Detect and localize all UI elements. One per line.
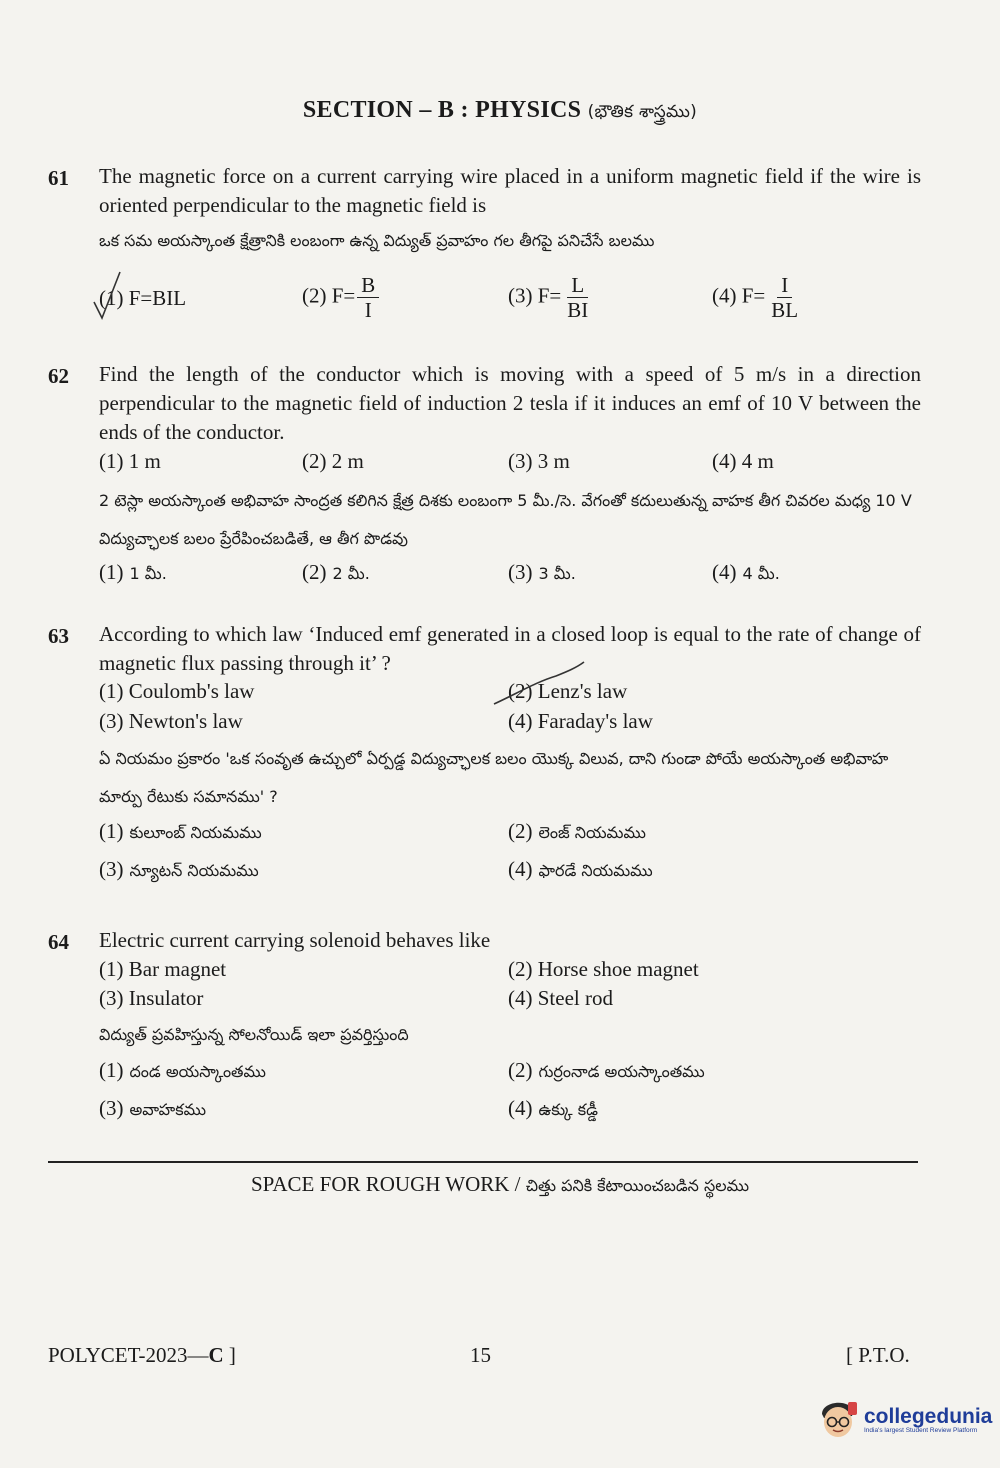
brand-name: collegedunia	[864, 1404, 993, 1428]
option-text: Coulomb's law	[128, 679, 255, 703]
option-text: 1 మీ.	[129, 564, 167, 583]
question-63-option-4-te[interactable]	[508, 857, 653, 884]
option-formula-prefix: F=	[741, 283, 766, 308]
rough-work-en: SPACE FOR ROUGH WORK /	[250, 1172, 521, 1196]
option-label: (4)	[508, 857, 533, 881]
option-text: Horse shoe magnet	[537, 957, 699, 981]
question-63-text: According to which law ‘Induced emf generated in a closed loop is equal to the rate of change of magnetic flux passing through it’ ?	[99, 622, 921, 675]
question-62-text: Find the length of the conductor which is moving with a speed of 5 m/s in a direction perpendicular to the magnetic field of induction 2 tesla if it induces an emf of 10 V between the ends of the conductor.	[99, 362, 921, 444]
question-64-number: 64	[48, 930, 69, 954]
section-title-te: (భౌతిక శాస్త్రము)	[587, 102, 698, 122]
question-62-text-te: 2 టెస్లా అయస్కాంత అభివాహ సాంద్రత కలిగిన క్షేత్ర దిశకు లంబంగా 5 మీ./సె. వేగంతో కదులుతున్న వాహక తీగ చివరల మధ్య 10 V విద్యుచ్ఛాలక బలం ప్రేరేపించబడితే, ఆ తీగ పొడవు	[99, 491, 912, 548]
option-formula-prefix: F=	[331, 283, 356, 308]
option-label: (2)	[508, 679, 533, 703]
option-formula-prefix: F=	[537, 283, 562, 308]
option-text: 4 m	[741, 449, 774, 473]
question-64-option-2[interactable]	[508, 957, 699, 982]
option-text: Insulator	[128, 986, 204, 1010]
option-text: Newton's law	[128, 709, 243, 733]
option-label: (1)	[99, 286, 124, 310]
question-63-option-1-te[interactable]	[99, 819, 262, 846]
question-63-text-te: ఏ నియమం ప్రకారం 'ఒక సంవృత ఉచ్చులో ఏర్పడ్డ విద్యుచ్ఛాలక బలం యొక్క విలువ, దాని గుండా పోయే అయస్కాంత అభివాహ మార్పు రేటుకు సమానము' ?	[99, 749, 889, 806]
question-63-option-4[interactable]	[508, 709, 653, 734]
page-number: 15	[470, 1343, 491, 1367]
question-62-option-3-te[interactable]	[508, 560, 576, 587]
option-label: (1)	[99, 1058, 124, 1082]
question-62-option-3[interactable]	[508, 449, 570, 474]
option-label: (1)	[99, 560, 124, 584]
paper-code-bracket: ]	[223, 1343, 236, 1367]
option-label: (4)	[712, 560, 737, 584]
collegedunia-logo	[816, 1396, 992, 1444]
option-text: 3 మీ.	[538, 564, 576, 583]
option-text: Lenz's law	[537, 679, 628, 703]
question-64-option-1-te[interactable]	[99, 1058, 266, 1085]
option-label: (1)	[99, 449, 124, 473]
numerator: I	[777, 273, 792, 298]
option-text: ఉక్కు కడ్డీ	[538, 1100, 598, 1119]
option-label: (4)	[712, 283, 737, 308]
numerator: L	[567, 273, 588, 298]
question-63-option-1[interactable]	[99, 679, 254, 704]
option-text: లెంజ్ నియమము	[538, 823, 646, 842]
option-formula: F=BIL	[128, 286, 187, 310]
option-text: Steel rod	[537, 986, 613, 1010]
denominator: BL	[771, 298, 799, 322]
option-label: (2)	[508, 1058, 533, 1082]
question-64-text: Electric current carrying solenoid behaves like	[99, 928, 491, 952]
option-label: (4)	[508, 986, 533, 1010]
paper-code-text: POLYCET-2023—	[48, 1343, 209, 1367]
question-61-option-3[interactable]	[508, 273, 592, 322]
option-label: (2)	[508, 957, 533, 981]
option-label: (1)	[99, 679, 124, 703]
option-text: 3 m	[537, 449, 570, 473]
question-63-option-2-te[interactable]	[508, 819, 646, 846]
question-64-option-3-te[interactable]	[99, 1096, 206, 1123]
option-label: (2)	[302, 283, 327, 308]
question-61-text-te: ఒక సమ అయస్కాంత క్షేత్రానికి లంబంగా ఉన్న విద్యుత్ ప్రవాహం గల తీగపై పనిచేసే బలము	[99, 231, 655, 250]
question-61-text: The magnetic force on a current carrying wire placed in a uniform magnetic field if the wire is oriented perpendicular to the magnetic field is	[99, 164, 921, 217]
option-label: (3)	[508, 560, 533, 584]
question-62-option-2[interactable]	[302, 449, 364, 474]
question-64-option-1[interactable]	[99, 957, 226, 982]
numerator: B	[357, 273, 379, 298]
option-label: (1)	[99, 957, 124, 981]
option-label: (3)	[99, 709, 124, 733]
option-label: (4)	[508, 1096, 533, 1120]
question-61-option-1[interactable]	[99, 286, 186, 311]
pto-label: [ P.T.O.	[846, 1343, 910, 1367]
option-text: 4 మీ.	[742, 564, 780, 583]
fraction	[563, 273, 592, 322]
option-text: దండ అయస్కాంతము	[129, 1062, 266, 1081]
question-62-option-2-te[interactable]	[302, 560, 370, 587]
question-62-option-4[interactable]	[712, 449, 774, 474]
paper-code	[48, 1343, 236, 1368]
question-63-option-2[interactable]	[508, 679, 627, 704]
section-title	[0, 97, 1000, 126]
option-label: (3)	[508, 283, 533, 308]
question-61-option-2[interactable]	[302, 273, 379, 322]
question-64-text-te: విద్యుత్ ప్రవహిస్తున్న సోలనోయిడ్ ఇలా ప్రవర్తిస్తుంది	[99, 1025, 409, 1044]
divider	[48, 1161, 918, 1163]
question-64-option-4[interactable]	[508, 986, 613, 1011]
question-61-option-4[interactable]	[712, 273, 802, 322]
option-text: Bar magnet	[128, 957, 227, 981]
option-text: న్యూటన్ నియమము	[129, 861, 259, 880]
rough-work-te: చిత్తు పనికి కేటాయించబడిన స్థలము	[525, 1176, 750, 1195]
question-61-number: 61	[48, 166, 69, 190]
question-62-number: 62	[48, 364, 69, 388]
question-62-option-4-te[interactable]	[712, 560, 780, 587]
option-label: (3)	[508, 449, 533, 473]
option-label: (2)	[302, 449, 327, 473]
option-text: 2 m	[331, 449, 364, 473]
option-text: Faraday's law	[537, 709, 653, 733]
question-63-option-3-te[interactable]	[99, 857, 259, 884]
denominator: BI	[567, 298, 589, 322]
fraction	[357, 273, 379, 322]
option-text: 1 m	[128, 449, 161, 473]
question-64-option-4-te[interactable]	[508, 1096, 598, 1123]
option-text: అవాహకము	[129, 1100, 207, 1119]
question-62-option-1[interactable]	[99, 449, 161, 474]
section-title-en: SECTION – B : PHYSICS	[302, 97, 582, 123]
question-64-option-2-te[interactable]	[508, 1058, 705, 1085]
option-text: గుర్రంనాడ అయస్కాంతము	[538, 1062, 705, 1081]
option-text: కులూంబ్ నియమము	[129, 823, 262, 842]
option-label: (4)	[712, 449, 737, 473]
option-label: (3)	[99, 857, 124, 881]
fraction	[767, 273, 802, 322]
student-mascot-icon	[816, 1396, 860, 1444]
option-label: (4)	[508, 709, 533, 733]
question-63-number: 63	[48, 624, 69, 648]
paper-set: C	[208, 1343, 224, 1367]
option-label: (2)	[508, 819, 533, 843]
rough-work-label	[0, 1172, 1000, 1199]
question-63-option-3[interactable]	[99, 709, 243, 734]
option-label: (3)	[99, 1096, 124, 1120]
question-62-option-1-te[interactable]	[99, 560, 167, 587]
question-64-option-3[interactable]	[99, 986, 203, 1011]
brand-tagline: India's largest Student Review Platform	[864, 1426, 978, 1434]
denominator: I	[364, 298, 372, 322]
option-text: ఫారడే నియమము	[538, 861, 653, 880]
option-text: 2 మీ.	[332, 564, 370, 583]
option-label: (3)	[99, 986, 124, 1010]
option-label: (2)	[302, 560, 327, 584]
option-label: (1)	[99, 819, 124, 843]
